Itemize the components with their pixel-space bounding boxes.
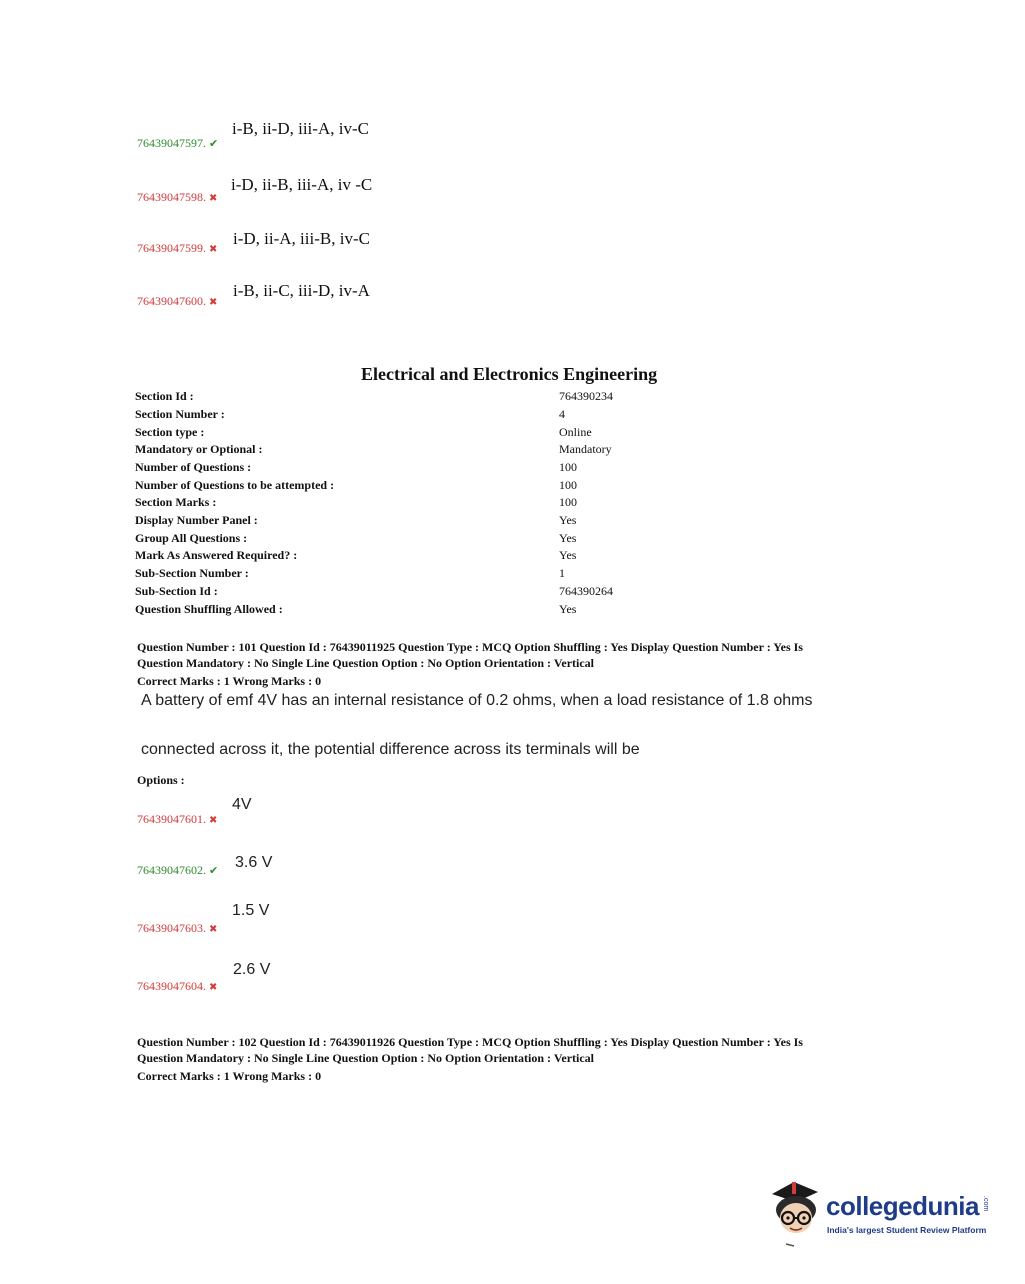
section-label: Section Number : [135, 407, 225, 421]
option-id-wrong [137, 190, 217, 205]
question-marks: Correct Marks : 1 Wrong Marks : 0 [137, 1069, 322, 1083]
option-text: i-D, ii-A, iii-B, iv-C [233, 229, 370, 248]
section-value: Yes [559, 548, 577, 562]
section-value: Online [559, 425, 592, 439]
option-id: 76439047597. [137, 136, 206, 150]
section-value: 764390234 [559, 389, 613, 403]
section-value: Yes [559, 513, 577, 527]
logo-tagline: India's largest Student Review Platform [827, 1225, 987, 1235]
option-id: 76439047600. [137, 294, 206, 308]
section-value: 1 [559, 566, 565, 580]
section-label: Number of Questions : [135, 460, 252, 474]
section-value: 100 [559, 460, 577, 474]
cross-icon: ✖ [209, 193, 218, 204]
option-id-wrong [137, 979, 217, 994]
logo-wordmark [826, 1191, 979, 1222]
check-icon: ✔ [209, 864, 219, 877]
option-text: 3.6 V [235, 854, 273, 871]
option-id-correct [137, 863, 218, 878]
option-id: 76439047599. [137, 241, 206, 255]
option-text: 1.5 V [232, 902, 270, 919]
question-meta-line: Question Mandatory : No Single Line Question Option : No Option Orientation : Vertical [137, 1051, 595, 1065]
collegedunia-logo[interactable] [768, 1178, 998, 1248]
section-value: 4 [559, 407, 565, 421]
section-title: Electrical and Electronics Engineering [361, 364, 658, 384]
option-text: 2.6 V [233, 961, 271, 978]
section-label: Mandatory or Optional : [135, 442, 263, 456]
options-label: Options : [137, 773, 185, 787]
question-text: A battery of emf 4V has an internal resistance of 0.2 ohms, when a load resistance of 1.8 ohms [141, 692, 813, 709]
question-meta [137, 639, 867, 689]
section-label: Sub-Section Id : [135, 584, 218, 598]
section-label: Number of Questions to be attempted : [135, 478, 335, 492]
option-text: i-B, ii-C, iii-D, iv-A [233, 281, 370, 300]
option-id-wrong [137, 294, 217, 309]
cross-icon: ✖ [209, 982, 218, 993]
mascot-icon [768, 1178, 826, 1248]
option-id: 76439047604. [137, 979, 206, 993]
logo-dotcom: .com [982, 1196, 989, 1212]
option-id-wrong [137, 241, 217, 256]
section-label: Mark As Answered Required? : [135, 548, 298, 562]
section-label: Group All Questions : [135, 531, 248, 545]
question-meta-line: Question Mandatory : No Single Line Question Option : No Option Orientation : Vertical [137, 656, 595, 670]
section-label: Display Number Panel : [135, 513, 258, 527]
option-id-wrong [137, 921, 217, 936]
cross-icon: ✖ [209, 924, 218, 935]
section-value: 100 [559, 495, 577, 509]
section-label: Section type : [135, 425, 205, 439]
option-id: 76439047601. [137, 812, 206, 826]
option-text: i-D, ii-B, iii-A, iv -C [231, 175, 373, 194]
option-id-correct [137, 136, 218, 151]
check-icon: ✔ [209, 137, 219, 150]
section-value: 100 [559, 478, 577, 492]
question-marks: Correct Marks : 1 Wrong Marks : 0 [137, 674, 322, 688]
cross-icon: ✖ [209, 244, 218, 255]
section-value: 764390264 [559, 584, 613, 598]
option-text: i-B, ii-D, iii-A, iv-C [232, 119, 369, 138]
logo-name: collegedunia [826, 1191, 979, 1221]
cross-icon: ✖ [209, 297, 218, 308]
question-meta [137, 1034, 867, 1084]
section-value: Mandatory [559, 442, 612, 456]
section-label: Section Id : [135, 389, 194, 403]
section-label: Question Shuffling Allowed : [135, 602, 283, 616]
section-value: Yes [559, 531, 577, 545]
option-id: 76439047602. [137, 863, 206, 877]
option-id: 76439047598. [137, 190, 206, 204]
cross-icon: ✖ [209, 815, 218, 826]
option-text: 4V [232, 796, 252, 813]
section-value: Yes [559, 602, 577, 616]
section-label: Sub-Section Number : [135, 566, 249, 580]
option-id-wrong [137, 812, 217, 827]
option-id: 76439047603. [137, 921, 206, 935]
section-label: Section Marks : [135, 495, 217, 509]
question-text: connected across it, the potential difference across its terminals will be [141, 741, 640, 758]
question-meta-line: Question Number : 101 Question Id : 76439011925 Question Type : MCQ Option Shuffling : Yes Display Question Number : Yes Is [137, 640, 803, 654]
question-meta-line: Question Number : 102 Question Id : 76439011926 Question Type : MCQ Option Shuffling : Yes Display Question Number : Yes Is [137, 1035, 803, 1049]
